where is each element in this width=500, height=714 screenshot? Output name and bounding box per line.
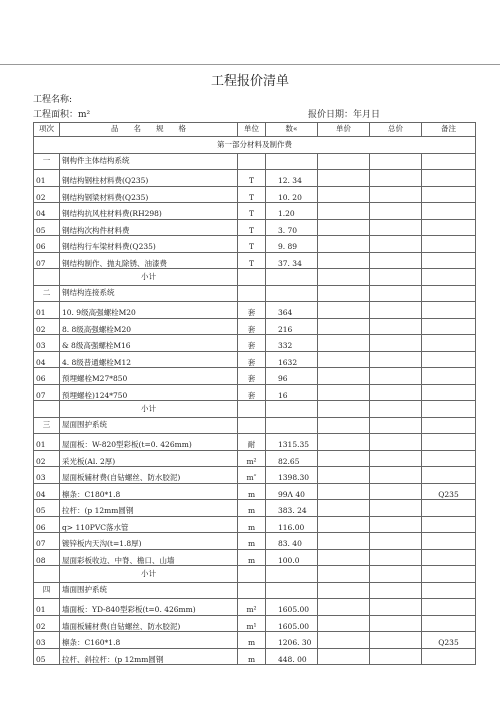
table-row xyxy=(34,434,476,451)
empty-cell xyxy=(370,285,422,302)
empty-cell xyxy=(238,269,266,286)
item-name: 预埋螺栓M27*850 xyxy=(60,368,238,385)
item-name: 钢结构次构件材料费 xyxy=(60,219,238,236)
item-total-price xyxy=(370,434,422,451)
item-unit: m xyxy=(238,500,266,517)
item-unit-price xyxy=(318,203,370,220)
empty-cell xyxy=(370,401,422,418)
item-number: 06 xyxy=(34,368,60,385)
item-note: Q235 xyxy=(422,632,476,649)
section-row xyxy=(34,417,476,434)
header-name-spec: 品 名 规 格 xyxy=(60,123,238,137)
table-row xyxy=(34,252,476,269)
item-unit: m xyxy=(238,648,266,665)
item-name: 檩条：C160*1.8 xyxy=(60,632,238,649)
item-note: Q235 xyxy=(422,483,476,500)
item-total-price xyxy=(370,599,422,616)
item-number: 01 xyxy=(34,599,60,616)
item-quantity: 9. 89 xyxy=(266,236,318,253)
empty-cell xyxy=(318,417,370,434)
section-row xyxy=(34,153,476,170)
table-row xyxy=(34,516,476,533)
item-total-price xyxy=(370,170,422,187)
item-total-price xyxy=(370,236,422,253)
section-number: 一 xyxy=(34,153,60,170)
item-unit: 套 xyxy=(238,351,266,368)
item-unit: 套 xyxy=(238,318,266,335)
item-unit: T xyxy=(238,236,266,253)
document-title: 工程报价清单 xyxy=(210,74,289,89)
table-row xyxy=(34,384,476,401)
empty-cell xyxy=(370,153,422,170)
item-unit-price xyxy=(318,632,370,649)
item-total-price xyxy=(370,368,422,385)
subtotal-label: 小计 xyxy=(60,566,238,583)
item-name: 钢结构钢柱材料费(Q235) xyxy=(60,170,238,187)
item-name: 钢结构抗风柱材料费(RH298) xyxy=(60,203,238,220)
item-name: 预埋螺栓)124*750 xyxy=(60,384,238,401)
table-row xyxy=(34,615,476,632)
item-unit: m xyxy=(238,483,266,500)
header-note: 备注 xyxy=(422,123,476,137)
table-row xyxy=(34,599,476,616)
part-band-label: 第一部分材料及制作费 xyxy=(34,137,476,154)
item-quantity: 1605.00 xyxy=(266,599,318,616)
header-total-price: 总价 xyxy=(370,123,422,137)
item-total-price xyxy=(370,516,422,533)
item-note xyxy=(422,302,476,319)
item-total-price xyxy=(370,186,422,203)
section-title: 钢构件主体结构系统 xyxy=(60,153,238,170)
section-row xyxy=(34,582,476,599)
item-number: 01 xyxy=(34,302,60,319)
item-unit-price xyxy=(318,236,370,253)
item-total-price xyxy=(370,302,422,319)
item-note xyxy=(422,599,476,616)
item-name: 镀锌板内天沟(t=1.8厚) xyxy=(60,533,238,550)
item-total-price xyxy=(370,500,422,517)
item-unit: 套 xyxy=(238,384,266,401)
header-unit: 单位 xyxy=(238,123,266,137)
item-quantity: 116.00 xyxy=(266,516,318,533)
item-number: 01 xyxy=(34,434,60,451)
item-unit: m² xyxy=(238,599,266,616)
item-quantity: 3. 70 xyxy=(266,219,318,236)
item-quantity: 16 xyxy=(266,384,318,401)
item-unit-price xyxy=(318,252,370,269)
item-unit: m¹ xyxy=(238,615,266,632)
table-header-row xyxy=(34,123,476,137)
section-title: 屋面围护系统 xyxy=(60,417,238,434)
item-total-price xyxy=(370,203,422,220)
section-title: 钢结构连接系统 xyxy=(60,285,238,302)
item-unit-price xyxy=(318,318,370,335)
empty-cell xyxy=(318,582,370,599)
item-total-price xyxy=(370,252,422,269)
item-quantity: 1605.00 xyxy=(266,615,318,632)
item-unit: T xyxy=(238,170,266,187)
empty-cell xyxy=(422,566,476,583)
item-note xyxy=(422,368,476,385)
section-title: 墙面围护系统 xyxy=(60,582,238,599)
item-total-price xyxy=(370,384,422,401)
item-number: 03 xyxy=(34,632,60,649)
item-unit-price xyxy=(318,533,370,550)
part-band-row xyxy=(34,137,476,154)
item-unit: T xyxy=(238,203,266,220)
item-number: 05 xyxy=(34,500,60,517)
table-row xyxy=(34,203,476,220)
item-number: 02 xyxy=(34,450,60,467)
item-note xyxy=(422,219,476,236)
item-number: 02 xyxy=(34,615,60,632)
quote-date-label: 报价日期：年月日 xyxy=(308,110,381,120)
item-total-price xyxy=(370,450,422,467)
item-unit-price xyxy=(318,335,370,352)
item-unit: m² xyxy=(238,450,266,467)
item-number: 07 xyxy=(34,533,60,550)
empty-cell xyxy=(266,269,318,286)
item-unit-price xyxy=(318,170,370,187)
empty-cell xyxy=(238,566,266,583)
item-number: 02 xyxy=(34,186,60,203)
item-number: 06 xyxy=(34,236,60,253)
item-name: 钢结构行车梁材料费(Q235) xyxy=(60,236,238,253)
table-row xyxy=(34,483,476,500)
item-note xyxy=(422,384,476,401)
empty-cell xyxy=(34,269,60,286)
empty-cell xyxy=(422,153,476,170)
item-name: 拉杆、斜拉杆：(p 12mm圆钢 xyxy=(60,648,238,665)
empty-cell xyxy=(370,417,422,434)
item-unit-price xyxy=(318,615,370,632)
table-row xyxy=(34,648,476,665)
quote-table-body xyxy=(34,123,476,665)
item-unit-price xyxy=(318,351,370,368)
item-name: 墙面板辅材费(自钻螺丝、防水胶泥) xyxy=(60,615,238,632)
item-name: 10. 9级高强螺栓M20 xyxy=(60,302,238,319)
empty-cell xyxy=(266,582,318,599)
item-note xyxy=(422,450,476,467)
item-note xyxy=(422,516,476,533)
item-name: 4. 8级普通螺栓M12 xyxy=(60,351,238,368)
item-unit-price xyxy=(318,186,370,203)
item-unit: 套 xyxy=(238,302,266,319)
table-row xyxy=(34,500,476,517)
table-row xyxy=(34,170,476,187)
item-total-price xyxy=(370,219,422,236)
table-row xyxy=(34,219,476,236)
item-name: 钢结构制作、抛丸除锈、油漆费 xyxy=(60,252,238,269)
project-name-label: 工程名称: xyxy=(33,95,73,105)
item-unit-price xyxy=(318,368,370,385)
empty-cell xyxy=(238,153,266,170)
item-quantity: 100.0 xyxy=(266,549,318,566)
section-number: 三 xyxy=(34,417,60,434)
item-name: 墙面板：YD-840型彩板(t=0. 426mm) xyxy=(60,599,238,616)
top-rule xyxy=(0,64,500,65)
item-quantity: 1.20 xyxy=(266,203,318,220)
item-unit-price xyxy=(318,467,370,484)
item-total-price xyxy=(370,615,422,632)
item-name: 屋面彩板收边、中脊、檐口、山墙 xyxy=(60,549,238,566)
item-number: 01 xyxy=(34,170,60,187)
item-number: 04 xyxy=(34,351,60,368)
item-unit: m xyxy=(238,533,266,550)
item-number: 03 xyxy=(34,467,60,484)
item-name: 屋面板辅材费(自钻螺丝、防水胶泥) xyxy=(60,467,238,484)
item-unit-price xyxy=(318,516,370,533)
item-note xyxy=(422,203,476,220)
item-quantity: 332 xyxy=(266,335,318,352)
empty-cell xyxy=(266,566,318,583)
item-quantity: 12. 34 xyxy=(266,170,318,187)
empty-cell xyxy=(318,153,370,170)
item-quantity: 1398.30 xyxy=(266,467,318,484)
item-quantity: 10. 20 xyxy=(266,186,318,203)
empty-cell xyxy=(318,401,370,418)
empty-cell xyxy=(422,269,476,286)
item-unit: 套 xyxy=(238,368,266,385)
empty-cell xyxy=(318,285,370,302)
item-name: 檩条：C180*1.8 xyxy=(60,483,238,500)
item-total-price xyxy=(370,648,422,665)
item-number: 02 xyxy=(34,318,60,335)
table-row xyxy=(34,450,476,467)
item-name: & 8级高强螺栓M16 xyxy=(60,335,238,352)
item-unit: T xyxy=(238,219,266,236)
empty-cell xyxy=(370,269,422,286)
empty-cell xyxy=(266,401,318,418)
table-row xyxy=(34,236,476,253)
item-total-price xyxy=(370,335,422,352)
header-item-no: 项次 xyxy=(34,123,60,137)
item-note xyxy=(422,615,476,632)
table-row xyxy=(34,549,476,566)
table-row xyxy=(34,368,476,385)
item-unit-price xyxy=(318,450,370,467)
item-quantity: 37. 34 xyxy=(266,252,318,269)
item-number: 04 xyxy=(34,483,60,500)
empty-cell xyxy=(238,401,266,418)
header-unit-price: 单价 xyxy=(318,123,370,137)
empty-cell xyxy=(266,285,318,302)
empty-cell xyxy=(238,285,266,302)
item-unit-price xyxy=(318,384,370,401)
item-name: q> 110PVC落水管 xyxy=(60,516,238,533)
item-quantity: 216 xyxy=(266,318,318,335)
section-row xyxy=(34,285,476,302)
table-row xyxy=(34,533,476,550)
table-row xyxy=(34,186,476,203)
empty-cell xyxy=(318,566,370,583)
item-unit-price xyxy=(318,549,370,566)
item-quantity: 1632 xyxy=(266,351,318,368)
item-total-price xyxy=(370,483,422,500)
item-note xyxy=(422,351,476,368)
item-unit-price xyxy=(318,302,370,319)
item-number: 05 xyxy=(34,648,60,665)
item-unit: m xyxy=(238,632,266,649)
quote-table xyxy=(33,122,476,665)
empty-cell xyxy=(422,417,476,434)
item-note xyxy=(422,500,476,517)
table-row xyxy=(34,351,476,368)
subtotal-label: 小计 xyxy=(60,269,238,286)
item-quantity: 1206. 30 xyxy=(266,632,318,649)
item-unit-price xyxy=(318,219,370,236)
item-total-price xyxy=(370,467,422,484)
item-total-price xyxy=(370,632,422,649)
empty-cell xyxy=(238,582,266,599)
item-note xyxy=(422,318,476,335)
item-name: 拉杆：(p 12mm圆钢 xyxy=(60,500,238,517)
item-name: 屋面板：W-820型彩板(t=0. 426mm) xyxy=(60,434,238,451)
empty-cell xyxy=(318,269,370,286)
subtotal-row xyxy=(34,269,476,286)
item-note xyxy=(422,186,476,203)
table-row xyxy=(34,318,476,335)
item-number: 03 xyxy=(34,335,60,352)
item-unit-price xyxy=(318,599,370,616)
item-unit: 耐 xyxy=(238,434,266,451)
subtotal-row xyxy=(34,401,476,418)
item-unit: T xyxy=(238,186,266,203)
project-area-label: 工程面积：m² xyxy=(33,110,91,120)
item-number: 07 xyxy=(34,384,60,401)
empty-cell xyxy=(266,153,318,170)
item-unit: m″ xyxy=(238,467,266,484)
item-unit: m xyxy=(238,516,266,533)
item-quantity: 83. 40 xyxy=(266,533,318,550)
subtotal-label: 小计 xyxy=(60,401,238,418)
empty-cell xyxy=(422,285,476,302)
item-note xyxy=(422,549,476,566)
item-number: 05 xyxy=(34,219,60,236)
item-quantity: 448. 00 xyxy=(266,648,318,665)
item-total-price xyxy=(370,549,422,566)
section-number: 二 xyxy=(34,285,60,302)
item-unit: m xyxy=(238,549,266,566)
item-number: 06 xyxy=(34,516,60,533)
item-unit-price xyxy=(318,648,370,665)
empty-cell xyxy=(34,566,60,583)
item-note xyxy=(422,533,476,550)
item-number: 08 xyxy=(34,549,60,566)
item-note xyxy=(422,648,476,665)
item-total-price xyxy=(370,318,422,335)
item-quantity: 96 xyxy=(266,368,318,385)
table-row xyxy=(34,302,476,319)
empty-cell xyxy=(34,401,60,418)
item-note xyxy=(422,335,476,352)
item-name: 8. 8级高强螺栓M20 xyxy=(60,318,238,335)
item-quantity: 99Λ 40 xyxy=(266,483,318,500)
item-number: 07 xyxy=(34,252,60,269)
header-quantity: 数« xyxy=(266,123,318,137)
item-unit-price xyxy=(318,500,370,517)
table-row xyxy=(34,467,476,484)
item-unit-price xyxy=(318,483,370,500)
item-quantity: 1315.35 xyxy=(266,434,318,451)
item-note xyxy=(422,170,476,187)
table-row xyxy=(34,632,476,649)
item-note xyxy=(422,252,476,269)
section-number: 四 xyxy=(34,582,60,599)
empty-cell xyxy=(422,582,476,599)
subtotal-row xyxy=(34,566,476,583)
empty-cell xyxy=(422,401,476,418)
item-quantity: 383. 24 xyxy=(266,500,318,517)
item-name: 钢结构钢梁材料费(Q235) xyxy=(60,186,238,203)
item-unit-price xyxy=(318,434,370,451)
table-row xyxy=(34,335,476,352)
empty-cell xyxy=(370,582,422,599)
item-total-price xyxy=(370,351,422,368)
item-note xyxy=(422,434,476,451)
item-quantity: 82.65 xyxy=(266,450,318,467)
empty-cell xyxy=(238,417,266,434)
item-total-price xyxy=(370,533,422,550)
item-quantity: 364 xyxy=(266,302,318,319)
item-note xyxy=(422,467,476,484)
empty-cell xyxy=(370,566,422,583)
item-note xyxy=(422,236,476,253)
item-name: 采光板(Al. 2厚) xyxy=(60,450,238,467)
empty-cell xyxy=(266,417,318,434)
item-number: 04 xyxy=(34,203,60,220)
item-unit: 套 xyxy=(238,335,266,352)
item-unit: T xyxy=(238,252,266,269)
